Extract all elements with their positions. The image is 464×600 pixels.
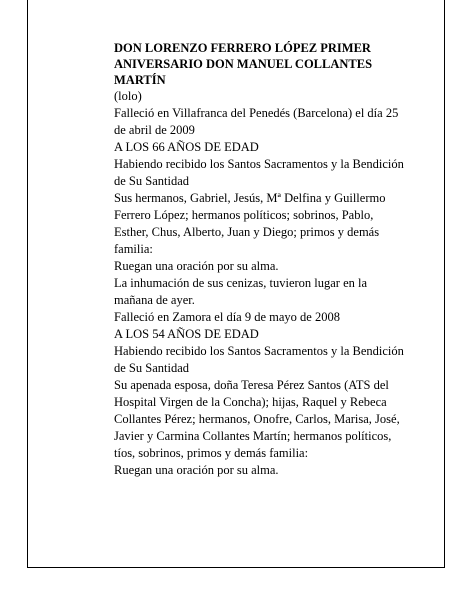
obituary-notice (114, 40, 404, 479)
notice-paragraph: La inhumación de sus cenizas, tuvieron lugar en la mañana de ayer. (114, 276, 368, 307)
notice-paragraph: Habiendo recibido los Santos Sacramentos y la Bendición de Su Santidad (114, 157, 404, 188)
notice-paragraph: Sus hermanos, Gabriel, Jesús, Mª Delfina y Guillermo Ferrero López; hermanos políticos; sobrinos, Pablo, Esther, Chus, Alberto, Juan y Diego; primos y demás familia: (114, 191, 386, 256)
notice-paragraph: A LOS 54 AÑOS DE EDAD (114, 327, 259, 341)
notice-paragraph: Su apenada esposa, doña Teresa Pérez Santos (ATS del Hospital Virgen de la Concha); hijas, Raquel y Rebeca Collantes Pérez; hermanos, Onofre, Carlos, Marisa, José, Javier y Carmina Collantes Martín; hermanos políticos, tíos, sobrinos, primos y demás familia: (114, 378, 400, 460)
notice-paragraph: Ruegan una oración por su alma. (114, 259, 279, 273)
notice-title: DON LORENZO FERRERO LÓPEZ PRIMER ANIVERSARIO DON MANUEL COLLANTES MARTÍN (114, 41, 373, 87)
notice-paragraph: Falleció en Zamora el día 9 de mayo de 2008 (114, 310, 340, 324)
notice-paragraph: Ruegan una oración por su alma. (114, 463, 279, 477)
notice-paragraph: Falleció en Villafranca del Penedés (Barcelona) el día 25 de abril de 2009 (114, 106, 399, 137)
notice-paragraph: (lolo) (114, 89, 142, 103)
notice-paragraph: Habiendo recibido los Santos Sacramentos y la Bendición de Su Santidad (114, 344, 404, 375)
notice-paragraph: A LOS 66 AÑOS DE EDAD (114, 140, 259, 154)
